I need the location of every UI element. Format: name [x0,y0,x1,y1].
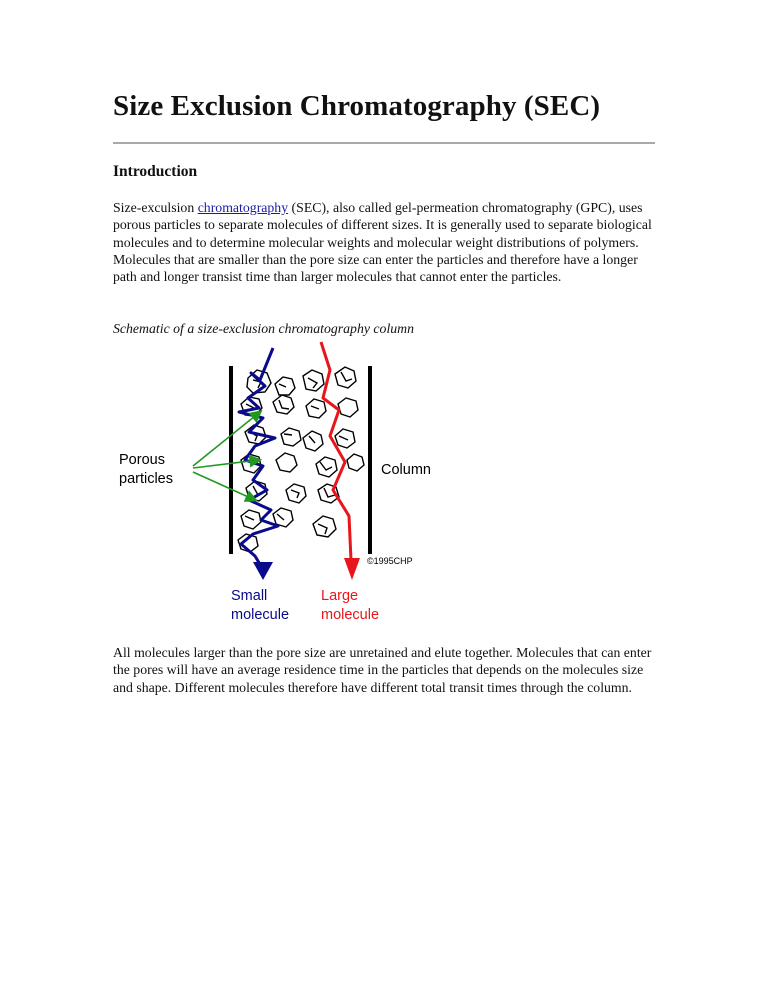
large-molecule-arrowhead [344,558,360,580]
porous-label-line2: particles [119,471,173,487]
large-molecule-label-line1: Large [321,588,359,604]
figure-caption: Schematic of a size-exclusion chromatography column [113,321,415,336]
column-label: Column [381,462,431,478]
column-left-wall [229,366,233,554]
sec-column-diagram [113,340,443,628]
small-molecule-arrowhead [253,562,273,580]
large-molecule-label-line2: molecule [321,607,380,623]
porous-label-line1: Porous [119,452,165,468]
sec-column-figure [113,340,443,628]
intro-paragraph [113,199,658,285]
page-title: Size Exclusion Chromatography (SEC) [113,90,601,122]
column-right-wall [368,366,372,554]
porous-particle-pointers [193,412,260,500]
copyright-label: ©1995CHP [367,556,413,566]
small-molecule-label-line2: molecule [231,607,290,623]
elution-paragraph: All molecules larger than the pore size are unretained and elute together. Molecules that can enter the pores will have an average residence time in the particles that depends on the molecules size and shape. Different molecules therefore have different total transit times through the column. [113,645,652,695]
chromatography-link[interactable]: chromatography [197,200,289,215]
intro-text-start: Size-exculsion [113,200,198,215]
title-divider [113,142,655,144]
small-molecule-label-line1: Small [231,588,268,604]
section-heading-introduction: Introduction [113,163,198,180]
intro-text-rest: (SEC), also called gel-permeation chromatography (GPC), uses porous particles to separate molecules of different sizes. It is generally used to separate biological molecules and to determine molecular weights and molecular weight distributions of polymers. Molecules that are smaller than the pore size can enter the particles and therefore have a longer path and longer transist time than larger molecules that cannot enter the particles. [113,200,652,285]
